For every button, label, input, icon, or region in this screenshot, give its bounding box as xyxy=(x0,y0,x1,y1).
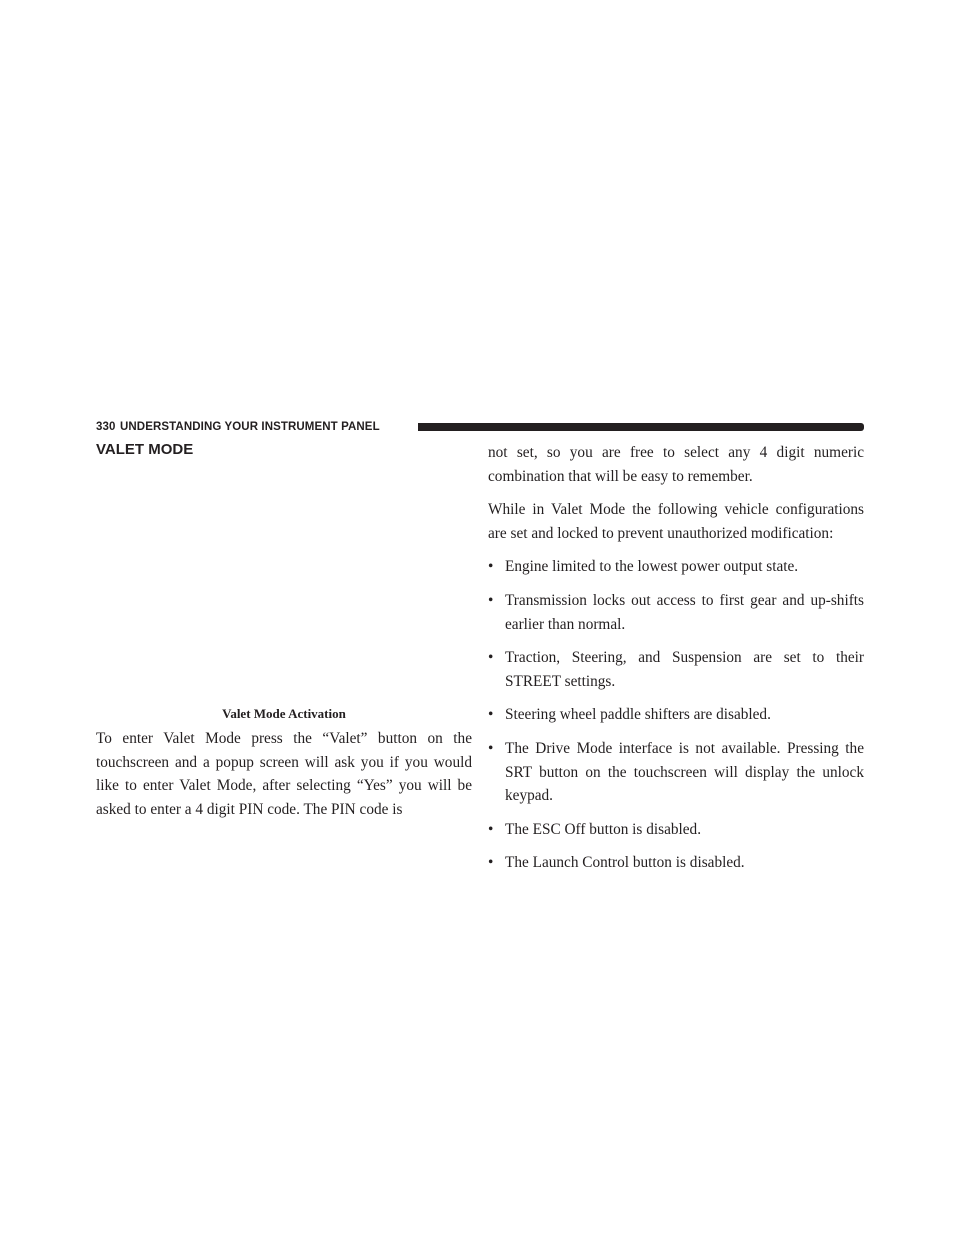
body-paragraph: To enter Valet Mode press the “Valet” button on the touchscreen and a popup screen will ask you if you would like to enter Valet Mode, after selecting “Yes” you will be asked to enter a 4 digit PIN code. The PIN code is xyxy=(96,730,472,818)
configuration-list xyxy=(488,555,864,875)
bullet-icon: • xyxy=(488,558,494,576)
bullet-icon: • xyxy=(488,649,494,667)
left-column xyxy=(96,727,472,821)
figure-caption: Valet Mode Activation xyxy=(222,706,346,721)
right-column xyxy=(488,441,864,885)
list-item-text: Engine limited to the lowest power output state. xyxy=(505,558,799,576)
header-section-title: UNDERSTANDING YOUR INSTRUMENT PANEL xyxy=(120,421,380,433)
bullet-icon: • xyxy=(488,854,494,872)
list-item xyxy=(488,646,864,693)
list-item-text: Traction, Steering, and Suspension are set to their STREET settings. xyxy=(505,649,864,690)
page-header xyxy=(96,420,864,434)
list-item xyxy=(488,851,864,875)
intro-paragraph: While in Valet Mode the following vehicle configurations are set and locked to prevent unauthorized modification: xyxy=(488,501,864,542)
list-item-text: Transmission locks out access to first gear and up-shifts earlier than normal. xyxy=(505,591,864,633)
bullet-icon: • xyxy=(488,591,494,609)
continuation-paragraph: not set, so you are free to select any 4 digit numeric combination that will be easy to remember. xyxy=(488,444,864,485)
bullet-icon: • xyxy=(488,739,494,757)
list-item-text: The Drive Mode interface is not available. Pressing the SRT button on the touchscreen will display the unlock keypad. xyxy=(505,739,864,805)
figure-area xyxy=(96,462,472,694)
header-rule xyxy=(418,423,864,431)
list-item xyxy=(488,589,864,636)
list-item-text: Steering wheel paddle shifters are disabled. xyxy=(505,706,771,724)
list-item xyxy=(488,703,864,727)
list-item xyxy=(488,555,864,579)
list-item xyxy=(488,737,864,808)
bullet-icon: • xyxy=(488,820,494,838)
list-item xyxy=(488,818,864,842)
list-item-text: The Launch Control button is disabled. xyxy=(505,854,745,872)
section-heading: VALET MODE xyxy=(96,441,194,458)
bullet-icon: • xyxy=(488,706,494,724)
page-number: 330 xyxy=(96,421,116,433)
list-item-text: The ESC Off button is disabled. xyxy=(505,820,702,838)
